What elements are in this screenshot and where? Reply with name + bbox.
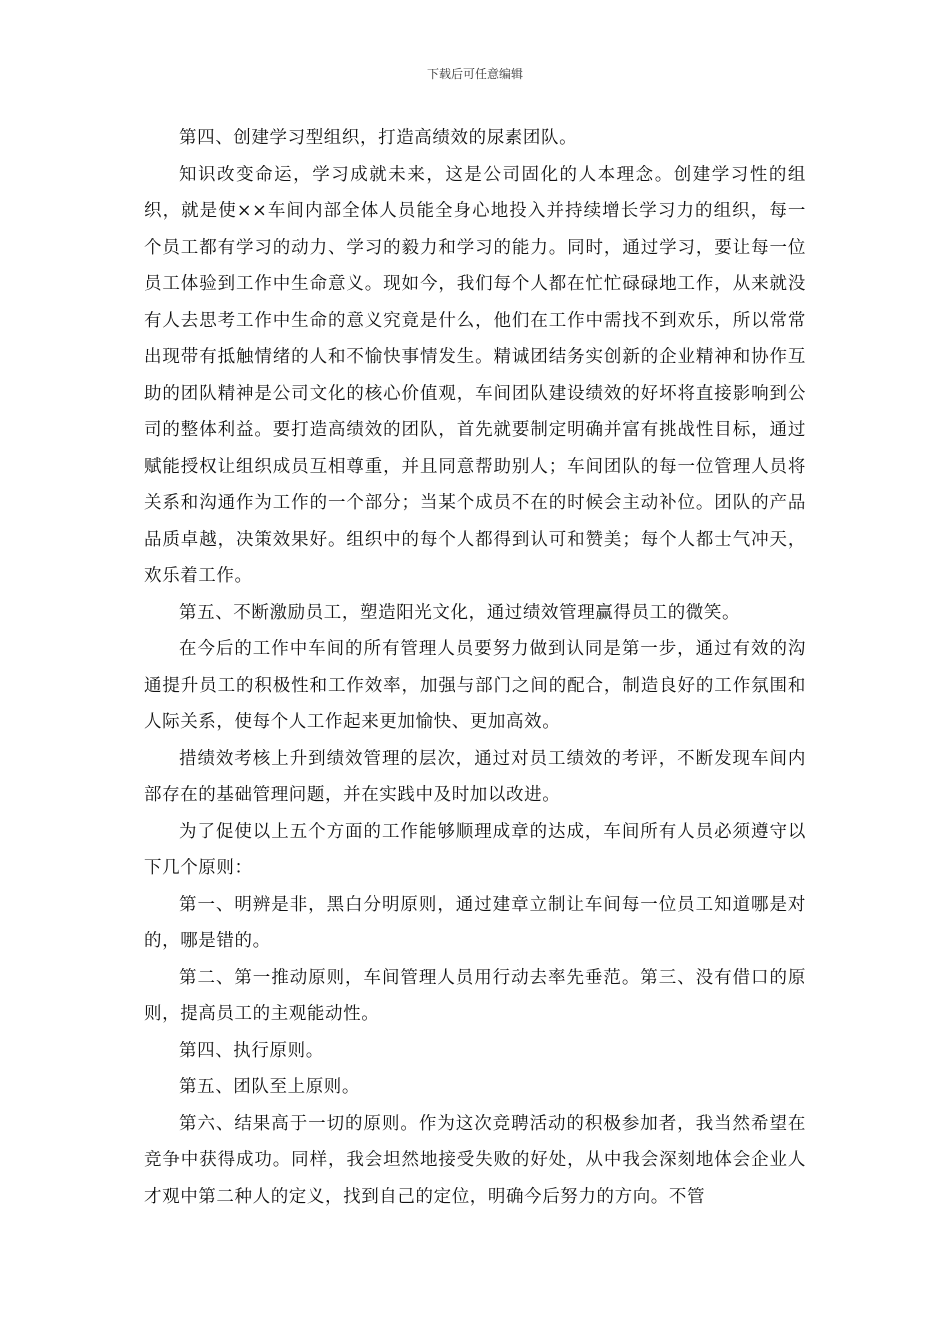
paragraph: 第一、明辨是非，黑白分明原则，通过建章立制让车间每一位员工知道哪是对的，哪是错的。 [144,894,806,951]
paragraph: 为了促使以上五个方面的工作能够顺理成章的达成，车间所有人员必须遵守以下几个原则： [144,821,806,878]
paragraph: 措绩效考核上升到绩效管理的层次，通过对员工绩效的考评，不断发现车间内部存在的基础管理问题，并在实践中及时加以改进。 [144,748,806,805]
paragraph: 第四、执行原则。 [179,1040,324,1061]
paragraph: 在今后的工作中车间的所有管理人员要努力做到认同是第一步，通过有效的沟通提升员工的积极性和工作效率，加强与部门之间的配合，制造良好的工作氛围和人际关系，使每个人工作起来更加愉快、更加高效。 [144,639,806,732]
paragraph: 知识改变命运，学习成就未来，这是公司固化的人本理念。创建学习性的组织，就是使××车间内部全体人员能全身心地投入并持续增长学习力的组织，每一个员工都有学习的动力、学习的毅力和学习的能力。同时，通过学习，要让每一位员工体验到工作中生命意义。现如今，我们每个人都在忙忙碌碌地工作，从来就没有人去思考工作中生命的意义究竟是什么，他们在工作中需找不到欢乐，所以常常出现带有抵触情绪的人和不愉快事情发生。精诚团结务实创新的企业精神和协作互助的团队精神是公司文化的核心价值观，车间团队建设绩效的好坏将直接影响到公司的整体利益。要打造高绩效的团队，首先就要制定明确并富有挑战性目标，通过赋能授权让组织成员互相尊重，并且同意帮助别人；车间团队的每一位管理人员将关系和沟通作为工作的一个部分；当某个成员不在的时候会主动补位。团队的产品品质卓越，决策效果好。组织中的每个人都得到认可和赞美；每个人都士气冲天，欢乐着工作。 [144,164,806,586]
paragraph: 第二、第一推动原则，车间管理人员用行动去率先垂范。第三、没有借口的原则，提高员工的主观能动性。 [144,967,806,1024]
paragraph: 第五、不断激励员工，塑造阳光文化，通过绩效管理赢得员工的微笑。 [179,602,741,623]
page-header: 下载后可任意编辑 [426,67,523,81]
document-body [144,120,806,1215]
paragraph: 第六、结果高于一切的原则。作为这次竞聘活动的积极参加者，我当然希望在竞争中获得成功。同样，我会坦然地接受失败的好处，从中我会深刻地体会企业人才观中第二种人的定义，找到自己的定位，明确今后努力的方向。不管 [144,1113,806,1207]
paragraph: 第五、团队至上原则。 [179,1077,360,1097]
paragraph: 第四、创建学习型组织，打造高绩效的尿素团队。 [179,128,578,148]
